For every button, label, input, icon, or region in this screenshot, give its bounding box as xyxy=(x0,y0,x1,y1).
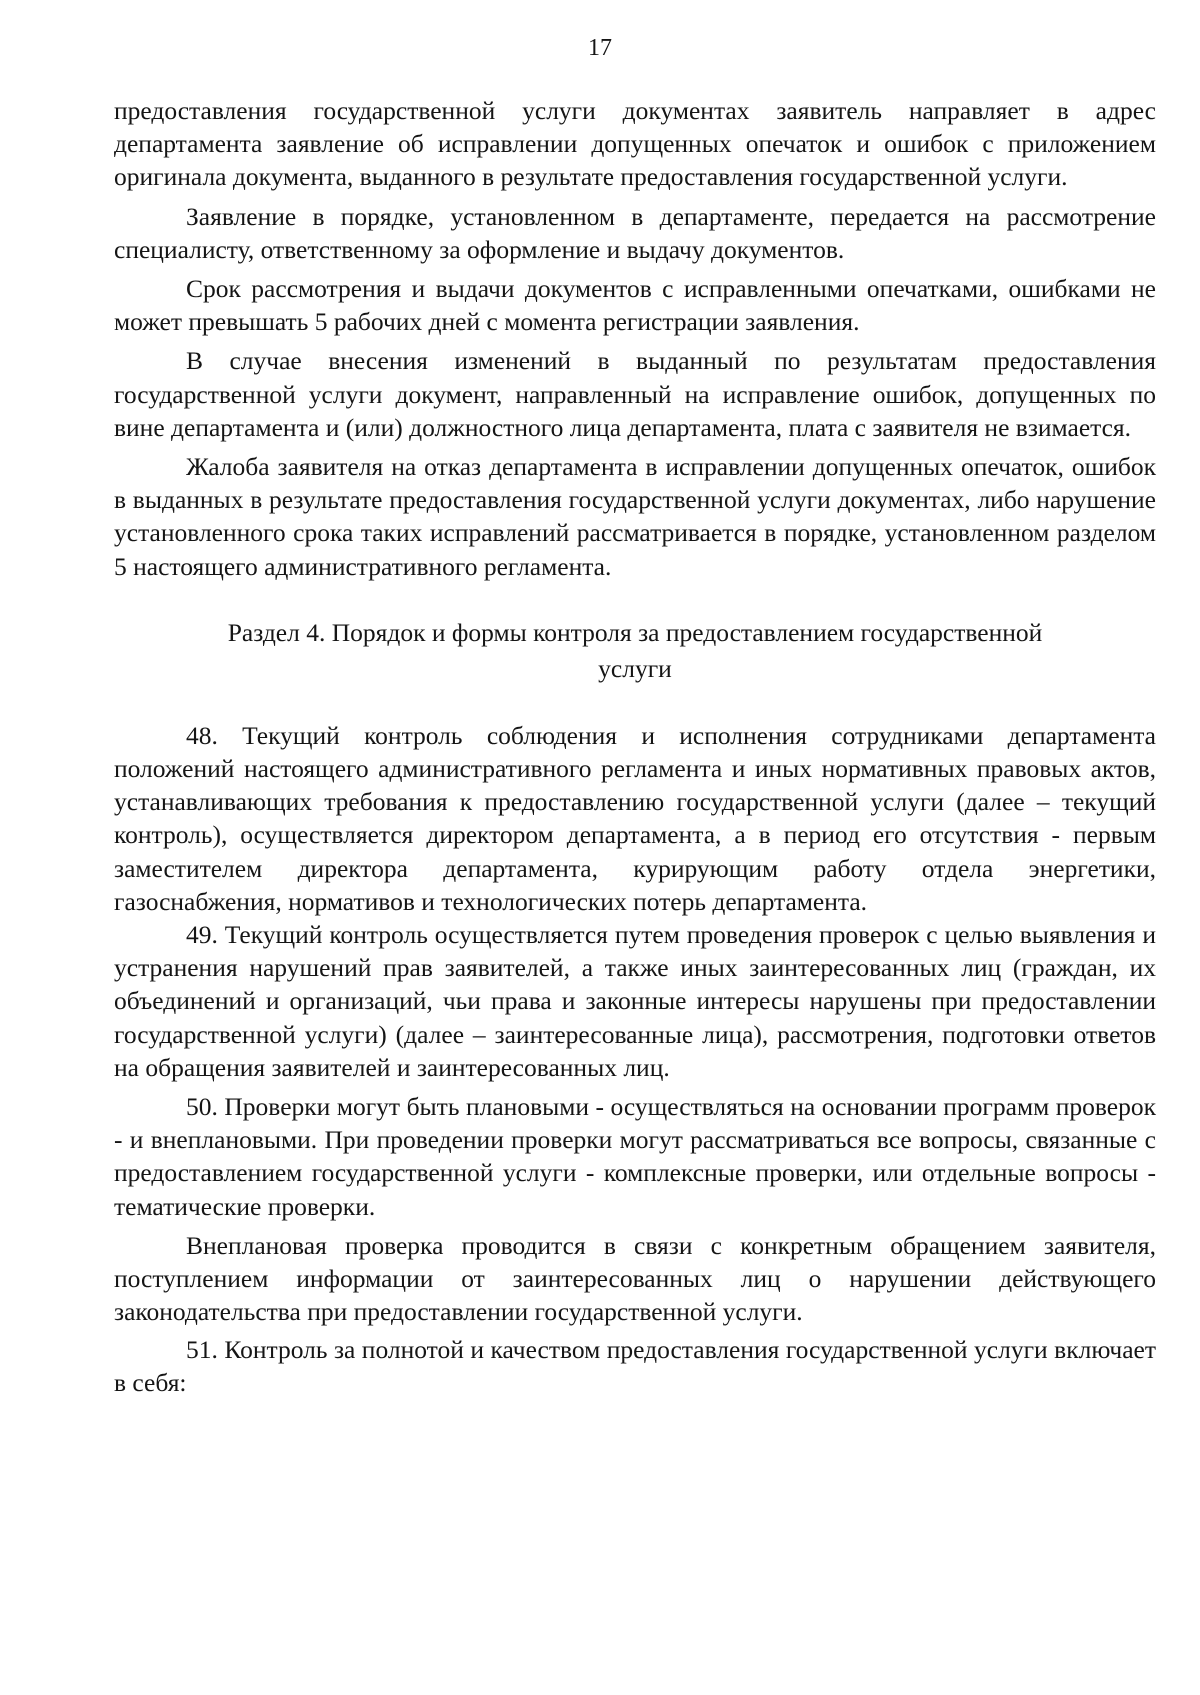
paragraph-complaint: Жалоба заявителя на отказ департамента в исправлении допущенных опечаток, ошибок в выданных в результате предоставления государственной услуги документах, либо нарушение установленного срока таких исправлений рассматривается в порядке, установленном разделом 5 настоящего административного регламента. xyxy=(114,452,1156,581)
paragraph-item-51: 51. Контроль за полнотой и качеством предоставления государственной услуги включает в себя: xyxy=(114,1334,1156,1397)
paragraph-unscheduled-check: Внеплановая проверка проводится в связи с конкретным обращением заявителя, поступлением информации от заинтересованных лиц о нарушении действующего законодательства при предоставлении государственной услуги. xyxy=(114,1230,1156,1327)
paragraph-application-transfer: Заявление в порядке, установленном в департаменте, передается на рассмотрение специалисту, ответственному за оформление и выдачу документов. xyxy=(114,201,1156,264)
page-number: 17 xyxy=(588,35,612,61)
paragraph-continuation: предоставления государственной услуги документах заявитель направляет в адрес департамента заявление об исправлении допущенных опечаток и ошибок с приложением оригинала документа, выданного в результате предоставления государственной услуги. xyxy=(114,96,1156,192)
paragraph-no-fee: В случае внесения изменений в выданный по результатам предоставления государственной услуги документ, направленный на исправление ошибок, допущенных по вине департамента и (или) должностного лица департамента, плата с заявителя не взимается. xyxy=(114,346,1156,442)
paragraph-item-50: 50. Проверки могут быть плановыми - осуществляться на основании программ проверок - и внеплановыми. При проведении проверки могут рассматриваться все вопросы, связанные с предоставлением государственной услуги - комплексные проверки, или отдельные вопросы - тематические проверки. xyxy=(114,1092,1156,1221)
document-body xyxy=(114,94,1156,1399)
paragraph-item-48: 48. Текущий контроль соблюдения и исполнения сотрудниками департамента положений настоящего административного регламента и иных нормативных правовых актов, устанавливающих требования к предоставлению государственной услуги (далее – текущий контроль), осуществляется директором департамента, а в период его отсутствия - первым заместителем директора департамента, курирующим работу отдела энергетики, газоснабжения, нормативов и технологических потерь департамента. xyxy=(114,720,1156,916)
paragraph-review-term: Срок рассмотрения и выдачи документов с исправленными опечатками, ошибками не может превышать 5 рабочих дней с момента регистрации заявления. xyxy=(114,274,1156,337)
paragraph-item-49: 49. Текущий контроль осуществляется путем проведения проверок с целью выявления и устранения нарушений прав заявителей, а также иных заинтересованных лиц (граждан, их объединений и организаций, чьи права и законные интересы нарушены при предоставлении государственной услуги) (далее – заинтересованные лица), рассмотрения, подготовки ответов на обращения заявителей и заинтересованных лиц. xyxy=(114,920,1156,1082)
section-heading: Раздел 4. Порядок и формы контроля за предоставлением государственной услуги xyxy=(227,617,1043,683)
